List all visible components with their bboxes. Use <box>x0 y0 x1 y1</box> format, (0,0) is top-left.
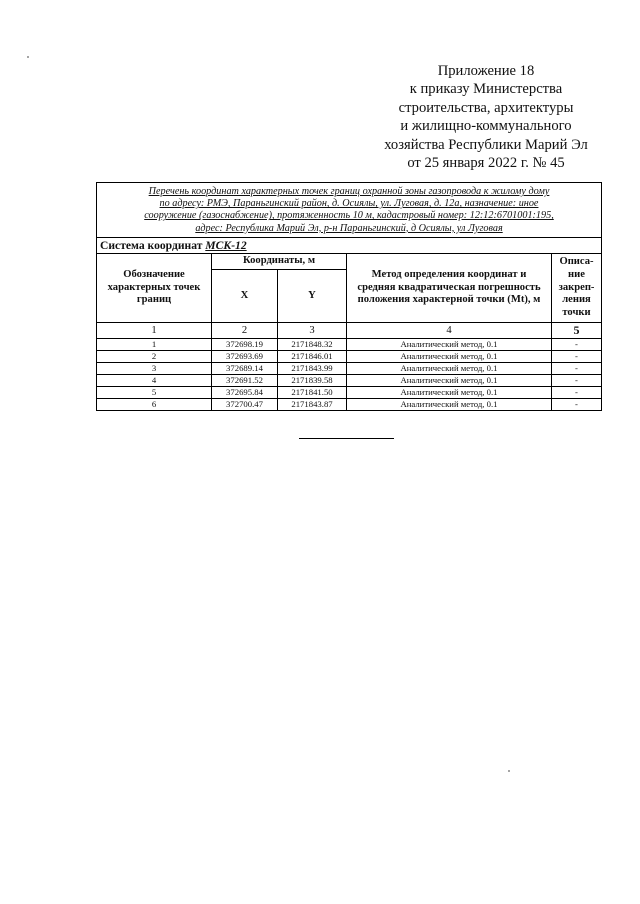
coordinate-system-code: МСК-12 <box>205 238 247 252</box>
cell-y: 2171843.87 <box>278 398 347 410</box>
cell-x: 372693.69 <box>212 350 278 362</box>
cell-y: 2171843.99 <box>278 362 347 374</box>
caption-line: адрес: Республика Марий Эл, р-н Параньгинский, д Осиялы, ул Луговая <box>195 222 503 234</box>
appendix-line: к приказу Министерства <box>409 81 563 98</box>
cell-point: 3 <box>97 362 212 374</box>
cell-y: 2171846.01 <box>278 350 347 362</box>
coordinates-table <box>96 182 602 411</box>
cell-point: 1 <box>97 338 212 350</box>
cell-point: 2 <box>97 350 212 362</box>
header-coordinates: Координаты, м <box>212 253 347 269</box>
cell-method: Аналитический метод, 0.1 <box>347 362 552 374</box>
column-number: 1 <box>97 322 212 338</box>
cell-y: 2171839.58 <box>278 374 347 386</box>
cell-description: - <box>552 374 602 386</box>
column-number: 4 <box>347 322 552 338</box>
appendix-header <box>378 62 594 172</box>
cell-description: - <box>552 386 602 398</box>
appendix-line: хозяйства Республики Марий Эл <box>384 136 588 153</box>
table-row <box>97 350 602 362</box>
table-caption <box>97 183 602 238</box>
caption-line: по адресу: РМЭ, Параньгинский район, д. Осиялы, ул. Луговая, д. 12а, назначение: иное <box>159 198 539 210</box>
table-row <box>97 398 602 410</box>
cell-method: Аналитический метод, 0.1 <box>347 338 552 350</box>
cell-description: - <box>552 350 602 362</box>
cell-point: 4 <box>97 374 212 386</box>
cell-point: 5 <box>97 386 212 398</box>
cell-point: 6 <box>97 398 212 410</box>
header-point: Обозначение характерных точек границ <box>97 253 212 322</box>
table-row <box>97 338 602 350</box>
end-divider-line <box>299 438 394 439</box>
scan-speck <box>27 56 29 58</box>
header-method: Метод определения координат и средняя квадратическая погрешность положения характерной точки (Mt), м <box>347 253 552 322</box>
cell-y: 2171841.50 <box>278 386 347 398</box>
cell-description: - <box>552 338 602 350</box>
cell-method: Аналитический метод, 0.1 <box>347 350 552 362</box>
column-number: 2 <box>212 322 278 338</box>
column-number: 5 <box>552 322 602 338</box>
cell-description: - <box>552 362 602 374</box>
scan-speck <box>508 770 510 772</box>
coordinate-system-label: Система координат <box>100 238 203 252</box>
cell-method: Аналитический метод, 0.1 <box>347 374 552 386</box>
coordinate-system <box>97 237 602 253</box>
table-row <box>97 386 602 398</box>
cell-x: 372700.47 <box>212 398 278 410</box>
cell-x: 372698.19 <box>212 338 278 350</box>
cell-x: 372695.84 <box>212 386 278 398</box>
cell-method: Аналитический метод, 0.1 <box>347 398 552 410</box>
appendix-line: Приложение 18 <box>437 63 535 79</box>
header-x: X <box>212 269 278 322</box>
table-row <box>97 362 602 374</box>
cell-x: 372691.52 <box>212 374 278 386</box>
caption-line: сооружение (газоснабжение), протяженность 10 м, кадастровый номер: 12:12:6701001:195, <box>144 210 554 222</box>
table-row <box>97 374 602 386</box>
header-y: Y <box>278 269 347 322</box>
cell-y: 2171848.32 <box>278 338 347 350</box>
appendix-line: строительства, архитектуры <box>398 99 574 116</box>
appendix-line: от 25 января 2022 г. № 45 <box>407 155 565 172</box>
header-description: Описа-ние закреп-ления точки <box>552 253 602 322</box>
caption-line: Перечень координат характерных точек границ охранной зоны газопровода к жилому дому <box>148 186 550 197</box>
cell-method: Аналитический метод, 0.1 <box>347 386 552 398</box>
cell-description: - <box>552 398 602 410</box>
appendix-line: и жилищно-коммунального <box>400 118 572 135</box>
cell-x: 372689.14 <box>212 362 278 374</box>
column-number: 3 <box>278 322 347 338</box>
